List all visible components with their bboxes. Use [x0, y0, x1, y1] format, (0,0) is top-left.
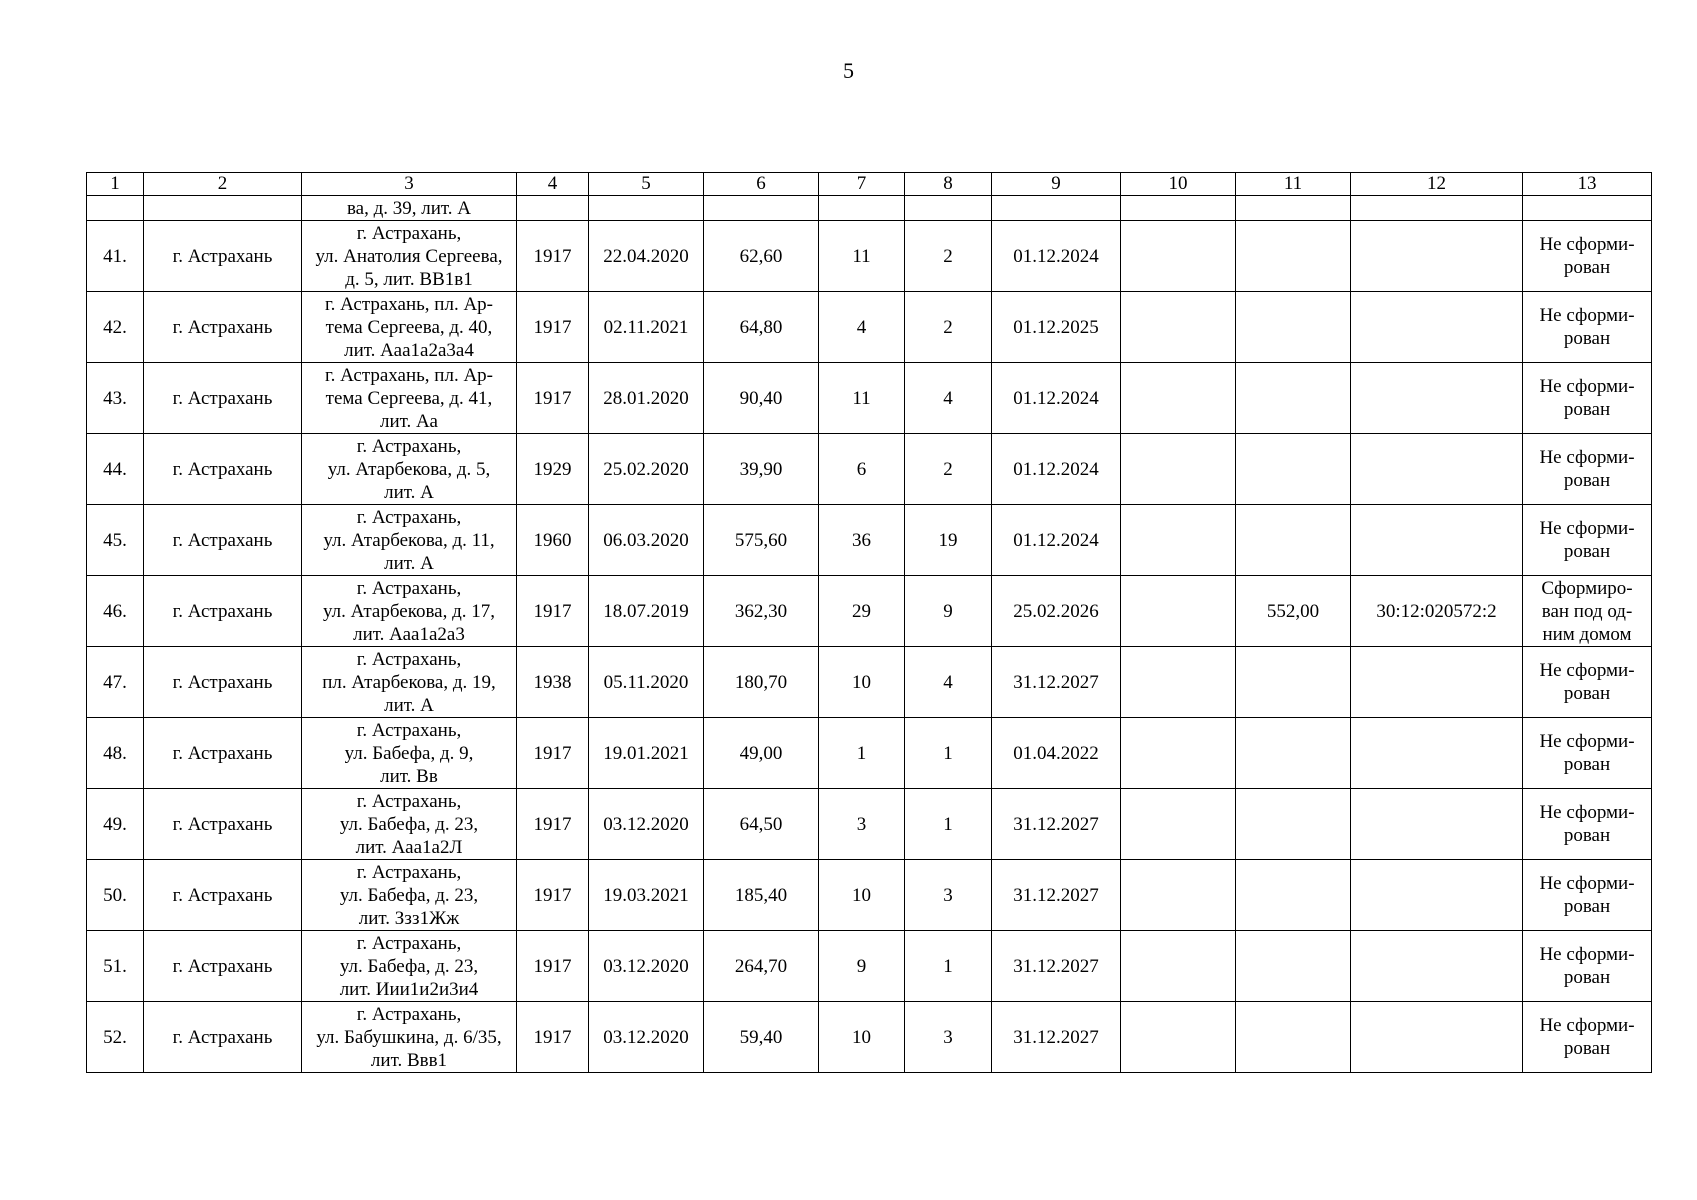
year-cell: 1917	[517, 292, 589, 363]
address-cell-line: ул. Бабефа, д. 23,	[339, 884, 479, 906]
land-status-cell-line: Не сформи-	[1539, 660, 1635, 681]
address-cell	[302, 789, 517, 860]
table-row	[87, 576, 1652, 647]
table-cell	[1351, 196, 1523, 221]
address-cell-line: ул. Бабефа, д. 23,	[339, 955, 479, 977]
address-cell-line: г. Астрахань,	[356, 932, 462, 954]
year-cell: 1929	[517, 434, 589, 505]
column-header: 2	[144, 173, 302, 196]
land-status-cell	[1523, 718, 1652, 789]
row-number-cell: 42.	[87, 292, 144, 363]
land-status-cell-line: Не сформи-	[1539, 944, 1635, 965]
cadastral-number-cell	[1351, 931, 1523, 1002]
premises-cell: 4	[905, 363, 992, 434]
area-cell: 49,00	[704, 718, 819, 789]
column-header: 10	[1121, 173, 1236, 196]
address-cell	[302, 576, 517, 647]
table-cell	[1121, 363, 1236, 434]
land-area-cell	[1236, 434, 1351, 505]
land-status-cell-line: рован	[1563, 683, 1611, 704]
land-status-cell	[1523, 292, 1652, 363]
premises-cell: 3	[905, 860, 992, 931]
premises-cell: 3	[905, 1002, 992, 1073]
table-cell	[1236, 196, 1351, 221]
land-status-cell	[1523, 363, 1652, 434]
land-area-cell	[1236, 789, 1351, 860]
city-cell: г. Астрахань	[144, 505, 302, 576]
column-header: 12	[1351, 173, 1523, 196]
address-cell	[302, 363, 517, 434]
land-status-cell-line: рован	[1563, 257, 1611, 278]
area-cell: 264,70	[704, 931, 819, 1002]
area-cell: 185,40	[704, 860, 819, 931]
land-status-cell	[1523, 221, 1652, 292]
year-cell: 1917	[517, 1002, 589, 1073]
address-cell-line: лит. Ааа1а2Л	[355, 836, 463, 858]
city-cell: г. Астрахань	[144, 718, 302, 789]
table-cell	[1121, 576, 1236, 647]
area-cell: 575,60	[704, 505, 819, 576]
table-row	[87, 931, 1652, 1002]
residents-cell: 10	[819, 647, 905, 718]
year-cell: 1917	[517, 718, 589, 789]
address-cell-line: ул. Бабушкина, д. 6/35,	[316, 1026, 502, 1048]
year-cell: 1917	[517, 221, 589, 292]
residents-cell: 9	[819, 931, 905, 1002]
cadastral-number-cell	[1351, 434, 1523, 505]
residents-cell: 1	[819, 718, 905, 789]
area-cell: 59,40	[704, 1002, 819, 1073]
city-cell: г. Астрахань	[144, 363, 302, 434]
row-number-cell: 50.	[87, 860, 144, 931]
premises-cell: 2	[905, 292, 992, 363]
date-cell: 03.12.2020	[589, 931, 704, 1002]
table-row	[87, 718, 1652, 789]
year-cell: 1917	[517, 363, 589, 434]
table-cell	[1121, 860, 1236, 931]
address-cell	[302, 505, 517, 576]
address-cell-line: лит. Вв	[380, 765, 438, 787]
table-cell	[144, 196, 302, 221]
address-cell-line: лит. А	[384, 694, 434, 716]
column-header: 1	[87, 173, 144, 196]
date-cell: 25.02.2020	[589, 434, 704, 505]
date-cell: 03.12.2020	[589, 1002, 704, 1073]
land-status-cell-line: рован	[1563, 754, 1611, 775]
land-status-cell-line: рован	[1563, 1038, 1611, 1059]
city-cell: г. Астрахань	[144, 789, 302, 860]
land-status-cell-line: рован	[1563, 541, 1611, 562]
land-status-cell-line: ним домом	[1542, 623, 1632, 645]
city-cell: г. Астрахань	[144, 221, 302, 292]
deadline-cell: 01.12.2024	[992, 434, 1121, 505]
deadline-cell: 01.12.2024	[992, 505, 1121, 576]
city-cell: г. Астрахань	[144, 576, 302, 647]
land-status-cell	[1523, 860, 1652, 931]
row-number-cell: 45.	[87, 505, 144, 576]
city-cell: г. Астрахань	[144, 860, 302, 931]
column-header: 8	[905, 173, 992, 196]
premises-cell: 2	[905, 434, 992, 505]
land-status-cell	[1523, 931, 1652, 1002]
address-cell-line: г. Астрахань,	[356, 435, 462, 457]
residents-cell: 11	[819, 363, 905, 434]
address-cell-line: г. Астрахань,	[356, 790, 462, 812]
address-cell-line: тема Сергеева, д. 40,	[325, 316, 493, 338]
residents-cell: 11	[819, 221, 905, 292]
city-cell: г. Астрахань	[144, 434, 302, 505]
table-row	[87, 363, 1652, 434]
land-status-cell-line: Сформиро-	[1541, 577, 1633, 599]
land-status-cell-line: рован	[1563, 470, 1611, 491]
table-cell	[1121, 931, 1236, 1002]
address-cell-line: г. Астрахань,	[356, 222, 462, 244]
year-cell: 1917	[517, 931, 589, 1002]
residents-cell: 4	[819, 292, 905, 363]
table-cell	[1121, 292, 1236, 363]
land-area-cell	[1236, 647, 1351, 718]
column-header: 9	[992, 173, 1121, 196]
land-area-cell	[1236, 860, 1351, 931]
land-area-cell	[1236, 1002, 1351, 1073]
land-area-cell: 552,00	[1236, 576, 1351, 647]
land-status-cell-line: Не сформи-	[1539, 376, 1635, 397]
address-cell-line: тема Сергеева, д. 41,	[325, 387, 493, 409]
deadline-cell: 31.12.2027	[992, 1002, 1121, 1073]
cadastral-number-cell	[1351, 292, 1523, 363]
table-cell	[1121, 196, 1236, 221]
year-cell: 1917	[517, 789, 589, 860]
land-status-cell-line: Не сформи-	[1539, 1015, 1635, 1036]
city-cell: г. Астрахань	[144, 1002, 302, 1073]
deadline-cell: 31.12.2027	[992, 931, 1121, 1002]
land-status-cell-line: ван под од-	[1541, 600, 1633, 622]
table-cell	[819, 196, 905, 221]
residents-cell: 3	[819, 789, 905, 860]
row-number-cell: 43.	[87, 363, 144, 434]
cadastral-number-cell	[1351, 505, 1523, 576]
deadline-cell: 01.12.2025	[992, 292, 1121, 363]
table-row	[87, 647, 1652, 718]
address-cell: ва, д. 39, лит. А	[302, 196, 517, 221]
table-row	[87, 434, 1652, 505]
land-area-cell	[1236, 363, 1351, 434]
premises-cell: 2	[905, 221, 992, 292]
address-cell-line: лит. Ааа1а2а3	[353, 623, 465, 645]
column-header: 13	[1523, 173, 1652, 196]
address-cell-line: ул. Бабефа, д. 9,	[344, 742, 474, 764]
continuation-row	[87, 196, 1652, 221]
table-cell	[1121, 434, 1236, 505]
column-header: 7	[819, 173, 905, 196]
column-number-row	[87, 173, 1652, 196]
cadastral-number-cell	[1351, 718, 1523, 789]
row-number-cell: 41.	[87, 221, 144, 292]
date-cell: 28.01.2020	[589, 363, 704, 434]
area-cell: 362,30	[704, 576, 819, 647]
date-cell: 02.11.2021	[589, 292, 704, 363]
table-body	[87, 173, 1652, 1073]
table-cell	[1121, 221, 1236, 292]
premises-cell: 1	[905, 718, 992, 789]
area-cell: 39,90	[704, 434, 819, 505]
land-status-cell	[1523, 1002, 1652, 1073]
year-cell: 1917	[517, 860, 589, 931]
area-cell: 62,60	[704, 221, 819, 292]
address-cell	[302, 1002, 517, 1073]
premises-cell: 1	[905, 789, 992, 860]
address-cell-line: лит. Иии1и2и3и4	[339, 978, 479, 1000]
row-number-cell: 51.	[87, 931, 144, 1002]
year-cell: 1917	[517, 576, 589, 647]
column-header: 4	[517, 173, 589, 196]
table-cell	[992, 196, 1121, 221]
cadastral-number-cell	[1351, 789, 1523, 860]
land-status-cell	[1523, 647, 1652, 718]
area-cell: 64,80	[704, 292, 819, 363]
deadline-cell: 25.02.2026	[992, 576, 1121, 647]
deadline-cell: 31.12.2027	[992, 789, 1121, 860]
cadastral-number-cell	[1351, 1002, 1523, 1073]
address-cell	[302, 292, 517, 363]
city-cell: г. Астрахань	[144, 292, 302, 363]
land-status-cell-line: Не сформи-	[1539, 234, 1635, 255]
land-status-cell	[1523, 789, 1652, 860]
address-cell-line: ул. Атарбекова, д. 17,	[322, 600, 496, 622]
address-cell-line: лит. А	[384, 552, 434, 574]
table-row	[87, 221, 1652, 292]
land-status-cell-line: Не сформи-	[1539, 518, 1635, 539]
address-cell-line: лит. Ввв1	[370, 1049, 448, 1071]
area-cell: 90,40	[704, 363, 819, 434]
deadline-cell: 01.12.2024	[992, 363, 1121, 434]
premises-cell: 19	[905, 505, 992, 576]
row-number-cell: 49.	[87, 789, 144, 860]
land-status-cell-line: рован	[1563, 896, 1611, 917]
year-cell: 1938	[517, 647, 589, 718]
land-area-cell	[1236, 505, 1351, 576]
table-cell	[1121, 789, 1236, 860]
date-cell: 03.12.2020	[589, 789, 704, 860]
address-cell-line: лит. Аа	[380, 410, 438, 432]
address-cell	[302, 860, 517, 931]
date-cell: 19.01.2021	[589, 718, 704, 789]
table-row	[87, 1002, 1652, 1073]
land-area-cell	[1236, 221, 1351, 292]
row-number-cell: 52.	[87, 1002, 144, 1073]
table-row	[87, 860, 1652, 931]
table-row	[87, 789, 1652, 860]
address-cell-line: ул. Анатолия Сергеева,	[315, 245, 503, 267]
date-cell: 22.04.2020	[589, 221, 704, 292]
address-cell-line: лит. Ааа1а2а3а4	[344, 339, 474, 361]
land-status-cell-line: Не сформи-	[1539, 873, 1635, 894]
cadastral-number-cell	[1351, 860, 1523, 931]
row-number-cell: 47.	[87, 647, 144, 718]
table-cell	[1121, 505, 1236, 576]
address-cell	[302, 434, 517, 505]
land-status-cell	[1523, 505, 1652, 576]
residents-cell: 10	[819, 1002, 905, 1073]
deadline-cell: 01.12.2024	[992, 221, 1121, 292]
city-cell: г. Астрахань	[144, 647, 302, 718]
table-row	[87, 505, 1652, 576]
address-cell-line: г. Астрахань,	[356, 1003, 462, 1025]
table-cell	[1523, 196, 1652, 221]
area-cell: 180,70	[704, 647, 819, 718]
year-cell: 1960	[517, 505, 589, 576]
housing-registry-table	[86, 172, 1652, 1073]
date-cell: 18.07.2019	[589, 576, 704, 647]
land-status-cell-line: Не сформи-	[1539, 802, 1635, 823]
address-cell-line: ул. Атарбекова, д. 11,	[323, 529, 495, 551]
premises-cell: 1	[905, 931, 992, 1002]
date-cell: 19.03.2021	[589, 860, 704, 931]
address-cell-line: ул. Бабефа, д. 23,	[339, 813, 479, 835]
date-cell: 06.03.2020	[589, 505, 704, 576]
address-cell-line: г. Астрахань,	[356, 861, 462, 883]
land-status-cell	[1523, 434, 1652, 505]
premises-cell: 4	[905, 647, 992, 718]
land-area-cell	[1236, 931, 1351, 1002]
table-cell	[905, 196, 992, 221]
address-cell-line: г. Астрахань,	[356, 577, 462, 599]
land-status-cell-line: рован	[1563, 399, 1611, 420]
table-row	[87, 292, 1652, 363]
deadline-cell: 31.12.2027	[992, 860, 1121, 931]
residents-cell: 6	[819, 434, 905, 505]
table-cell	[517, 196, 589, 221]
row-number-cell: 48.	[87, 718, 144, 789]
cadastral-number-cell	[1351, 647, 1523, 718]
land-status-cell-line: Не сформи-	[1539, 731, 1635, 752]
column-header: 5	[589, 173, 704, 196]
land-status-cell-line: Не сформи-	[1539, 447, 1635, 468]
address-cell-line: г. Астрахань, пл. Ар-	[324, 293, 493, 315]
land-area-cell	[1236, 292, 1351, 363]
table-cell	[1121, 1002, 1236, 1073]
column-header: 11	[1236, 173, 1351, 196]
address-cell	[302, 647, 517, 718]
table-cell	[589, 196, 704, 221]
table-cell	[1121, 718, 1236, 789]
address-cell-line: г. Астрахань,	[356, 719, 462, 741]
address-cell-line: г. Астрахань, пл. Ар-	[324, 364, 493, 386]
address-cell-line: лит. Ззз1Жж	[358, 907, 460, 929]
residents-cell: 36	[819, 505, 905, 576]
address-cell-line: г. Астрахань,	[356, 506, 462, 528]
table-cell	[1121, 647, 1236, 718]
row-number-cell: 44.	[87, 434, 144, 505]
address-cell-line: г. Астрахань,	[356, 648, 462, 670]
land-status-cell	[1523, 576, 1652, 647]
land-status-cell-line: рован	[1563, 825, 1611, 846]
land-area-cell	[1236, 718, 1351, 789]
address-cell-line: д. 5, лит. ВВ1в1	[345, 268, 473, 290]
deadline-cell: 31.12.2027	[992, 647, 1121, 718]
land-status-cell-line: Не сформи-	[1539, 305, 1635, 326]
date-cell: 05.11.2020	[589, 647, 704, 718]
table-cell	[704, 196, 819, 221]
address-cell-line: лит. А	[384, 481, 434, 503]
address-cell-line: пл. Атарбекова, д. 19,	[322, 671, 496, 693]
address-cell	[302, 931, 517, 1002]
deadline-cell: 01.04.2022	[992, 718, 1121, 789]
cadastral-number-cell: 30:12:020572:2	[1351, 576, 1523, 647]
page-number: 5	[843, 58, 854, 83]
land-status-cell-line: рован	[1563, 328, 1611, 349]
column-header: 6	[704, 173, 819, 196]
residents-cell: 10	[819, 860, 905, 931]
table-cell	[87, 196, 144, 221]
premises-cell: 9	[905, 576, 992, 647]
land-status-cell-line: рован	[1563, 967, 1611, 988]
cadastral-number-cell	[1351, 363, 1523, 434]
column-header: 3	[302, 173, 517, 196]
address-cell	[302, 718, 517, 789]
address-cell-line: ул. Атарбекова, д. 5,	[327, 458, 491, 480]
cadastral-number-cell	[1351, 221, 1523, 292]
address-cell	[302, 221, 517, 292]
city-cell: г. Астрахань	[144, 931, 302, 1002]
row-number-cell: 46.	[87, 576, 144, 647]
area-cell: 64,50	[704, 789, 819, 860]
residents-cell: 29	[819, 576, 905, 647]
